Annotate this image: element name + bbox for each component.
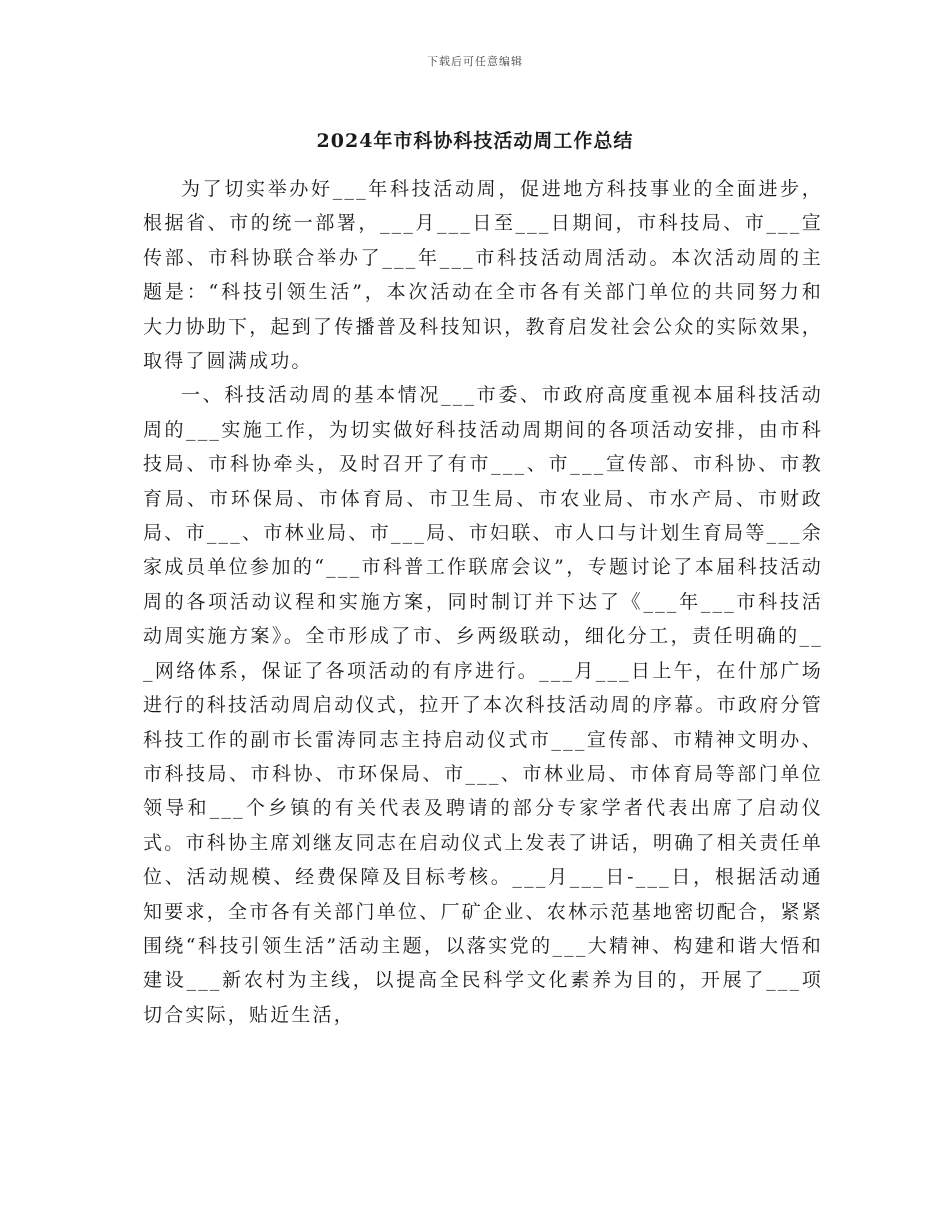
header-note: 下载后可任意编辑 (427, 55, 523, 68)
paragraph-intro: 为了切实举办好___年科技活动周，促进地方科技事业的全面进步，根据省、市的统一部署，___月___日至___日期间，市科技局、市___宣传部、市科协联合举办了___年___市科技活动周活动。本次活动周的主题是：“科技引领生活”，本次活动在全市各有关部门单位的共同努力和大力协助下，起到了传播普及科技知识，教育启发社会公众的实际效果，取得了圆满成功。 (143, 178, 823, 373)
document-title: 2024年市科协科技活动周工作总结 (316, 130, 634, 152)
document-body (143, 172, 823, 1032)
paragraph-section-one: 一、科技活动周的基本情况___市委、市政府高度重视本届科技活动周的___实施工作，为切实做好科技活动周期间的各项活动安排，由市科技局、市科协牵头，及时召开了有市___、市___宣传部、市科协、市教育局、市环保局、市体育局、市卫生局、市农业局、市水产局、市财政局、市___、市林业局、市___局、市妇联、市人口与计划生育局等___余家成员单位参加的“___市科普工作联席会议”，专题讨论了本届科技活动周的各项活动议程和实施方案，同时制订并下达了《___年___市科技活动周实施方案》。全市形成了市、乡两级联动，细化分工，责任明确的___网络体系，保证了各项活动的有序进行。___月___日上午，在什邡广场进行的科技活动周启动仪式，拉开了本次科技活动周的序幕。市政府分管科技工作的副市长雷涛同志主持启动仪式市___宣传部、市精神文明办、市科技局、市科协、市环保局、市___、市林业局、市体育局等部门单位领导和___个乡镇的有关代表及聘请的部分专家学者代表出席了启动仪式。市科协主席刘继友同志在启动仪式上发表了讲话，明确了相关责任单位、活动规模、经费保障及目标考核。___月___日-___日，根据活动通知要求，全市各有关部门单位、厂矿企业、农林示范基地密切配合，紧紧围绕“科技引领生活”活动主题，以落实党的___大精神、构建和谐大悟和建设___新农村为主线，以提高全民科学文化素养为目的，开展了___项切合实际，贴近生活， (143, 384, 823, 1026)
